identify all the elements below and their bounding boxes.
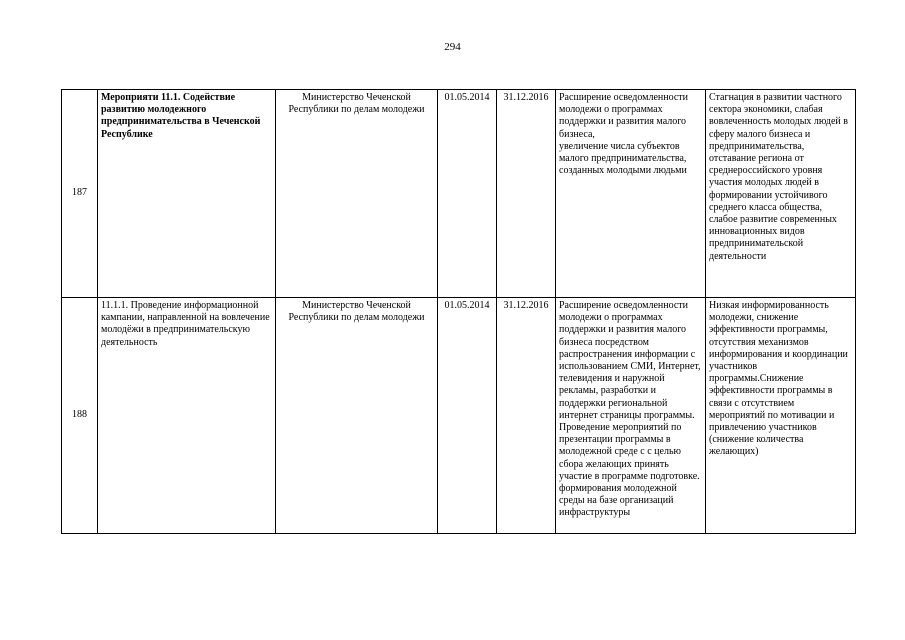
executor-cell: Министерство Чеченской Республики по делам молодежи <box>276 90 438 298</box>
measure-title: 11.1.1. Проведение информационной кампании, направленной на вовлечение молодёжи в предпринимательскую деятельность <box>98 298 276 534</box>
end-date: 31.12.2016 <box>497 298 556 534</box>
end-date: 31.12.2016 <box>497 90 556 298</box>
start-date: 01.05.2014 <box>438 298 497 534</box>
measure-title: Мероприяти 11.1. Содействие развитию молодежного предпринимательства в Чеченской Республике <box>98 90 276 298</box>
row-number: 188 <box>62 298 98 534</box>
table-row <box>62 298 856 534</box>
page-number: 294 <box>444 41 461 53</box>
start-date: 01.05.2014 <box>438 90 497 298</box>
expected-result: Расширение осведомленности молодежи о программах поддержки и развития малого бизнеса, увеличение числа субъектов малого предпринимательства, созданных молодыми людьми <box>556 90 706 298</box>
expected-result: Расширение осведомленности молодежи о программах поддержки и развития малого бизнеса посредством распространения информации с использованием СМИ, Интернет, телевидения и наружной рекламы, разработки и поддержки региональной интернет страницы программы. Проведение мероприятий по презентации программы в молодежной среде с с целью сбора желающих принять участие в программе подготовке. формирования молодежной среды на базе организаций инфраструктуры <box>556 298 706 534</box>
table-row <box>62 90 856 298</box>
measures-table <box>61 89 856 534</box>
executor-cell: Министерство Чеченской Республики по делам молодежи <box>276 298 438 534</box>
consequences: Стагнация в развитии частного сектора экономики, слабая вовлеченность молодых людей в сферу малого бизнеса и предпринимательства, отставание региона от среднероссийского уровня участия молодых людей в формировании устойчивого среднего класса общества, слабое развитие современных инновационных видов предпринимательской деятельности <box>706 90 856 298</box>
consequences: Низкая информированность молодежи, снижение эффективности программы, отсутствия механизмов информирования и координации участников программы.Снижение эффективности программы в связи с отсутствием мероприятий по мотивации и привлечению участников (снижение количества желающих) <box>706 298 856 534</box>
row-number: 187 <box>62 90 98 298</box>
